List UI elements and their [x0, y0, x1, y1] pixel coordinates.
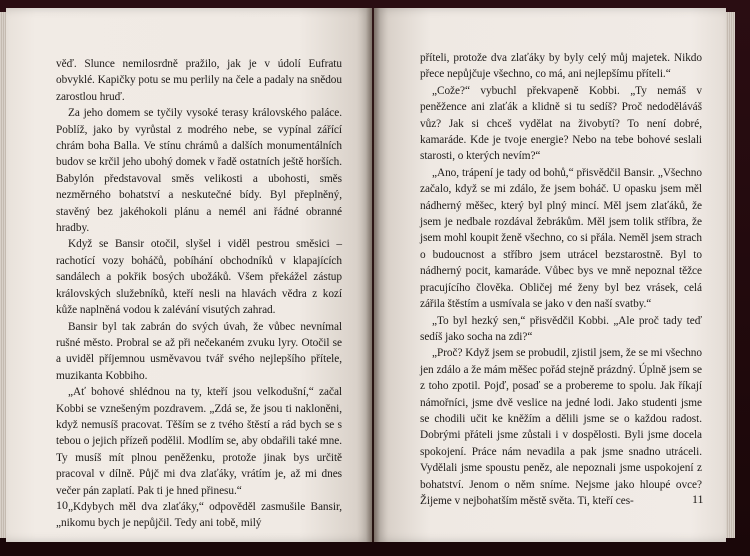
paragraph: „Proč? Když jsem se probudil, zjistil jsem, že se mi všechno jen zdálo a že mám měšec pořád stejně prázdný. Úplně jsem se z toho zpotil. Pojď, posaď se a probereme to spolu. Jak říkají námořníci, jsme dvě veslice na jedné lodi. Jako studenti jsme se chodili učit ke kněžím a dělili jsme se o každou radost. Dobrými přáteli jsme zůstali i v dospělosti. Byli jsme docela spokojení. Práce nám nevadila a pak jsme snadno utráceli. Vydělali jsme spoustu peněz, ale nepoznali jsme uspokojení z bohatství. Jenom o něm sníme. Nejsme jako hloupé ovce? Žijeme v nejbohatším městě světa. Ti, kteří ces-	[420, 347, 702, 507]
paragraph: Když se Bansir otočil, slyšel i viděl pestrou směsici – rachotící vozy boháčů, pobíhání obchodníků v klapajících sandálech a pokřik bosých ubožáků. Všem překážel zástup královských služebníků, kteří nesli na hlavách vědra z kozí kůže naplněná vodou k zalévání visutých zahrad.	[56, 238, 342, 317]
paragraph: Bansir byl tak zabrán do svých úvah, že vůbec nevnímal rušné město. Probral se až při nečekaném zvuku lyry. Otočil se a uviděl příjemnou usměvavou tvář svého nejlepšího přítele, muzikanta Kobbiho.	[56, 320, 342, 382]
paragraph: „Ať bohové shlédnou na ty, kteří jsou velkodušní,“ začal Kobbi se vznešeným pozdravem. „Zdá se, že jsou ti nakloněni, když nemusíš pracovat. Těším se z tvého štěstí a rád bych se s tebou o jejich přízeň podělil. Modlím se, aby obdařili také mne. Ty musíš mít plnou peněženku, protože jinak bys určitě pracoval v dílně. Půjč mi dva zlaťáky, vrátím je, až mi dnes večer pán zaplatí. Pak ti je hned přinesu.“	[56, 386, 342, 497]
paragraph: Za jeho domem se tyčily vysoké terasy královského paláce. Poblíž, jako by vyrůstal z modrého nebe, se vypínal zářící chrám boha Balla. Ve stínu chrámů a dalších monumentálních budov se krčil jeho ubohý domek v řadě ostatních ještě horších. Babylón představoval směs velikosti a ubohosti, směs nezměrného bohatství a neskutečné bídy. Byl přeplněný, stavěný bez jakéhokoli plánu a nemél ani řádné obranné hradby.	[56, 107, 342, 235]
page-number-left: 10	[56, 498, 68, 512]
left-page-text	[56, 56, 342, 532]
paragraph: příteli, protože dva zlaťáky by byly celý můj majetek. Nikdo přece nepůjčuje všechno, co má, ani nejlepšímu příteli.“	[420, 52, 702, 81]
paragraph: „Cože?“ vybuchl překvapeně Kobbi. „Ty nemáš v peněžence ani zlaťák a klidně si tu sedíš? Proč nedoděláváš vůz? Jak si chceš vydělat na živobytí? To není dobré, kamaráde. Kde je tvoje energie? Nebo na tebe bohové seslali starosti, o kterých nevím?“	[420, 84, 702, 163]
paragraph: „Ano, trápení je tady od bohů,“ přisvědčil Bansir. „Všechno začalo, když se mi zdálo, že jsem boháč. U opasku jsem měl nádherný měšec, který byl plný mincí. Měl jsem zlaťáků, že jsem je nedbale rozdával žebrákům. Měl jsem tolik stříbra, že jsem mohl koupit ženě všechno, co si přála. Neměl jsem strach o budoucnost a stříbro jsem utrácel bezstarostně. Byl to nádherný pocit, kamaráde. Vůbec bys ve mně nepoznal těžce pracujícího člověka. Obličej mé ženy byl bez vrásek, celá zářila štěstím a usmívala se jako v den naší svatby.“	[420, 166, 702, 311]
right-page-text	[420, 50, 702, 509]
right-page	[374, 8, 726, 542]
paragraph: věď. Slunce nemilosrdně pražilo, jak je v údolí Eufratu obvyklé. Kapičky potu se mu perlily na čele a padaly na snědou zarostlou hruď.	[56, 58, 342, 103]
paragraph: „Kdybych měl dva zlaťáky,“ odpověděl zasmušile Bansir, „nikomu bych je nepůjčil. Tedy ani tobě, milý	[56, 500, 342, 530]
book-spine	[366, 8, 380, 542]
paragraph: „To byl hezký sen,“ přisvědčil Kobbi. „Ale proč tady teď sedíš jako socha na zdi?“	[420, 314, 702, 343]
right-page-edges	[726, 12, 735, 538]
page-number-right: 11	[692, 492, 704, 506]
left-page	[6, 8, 372, 542]
